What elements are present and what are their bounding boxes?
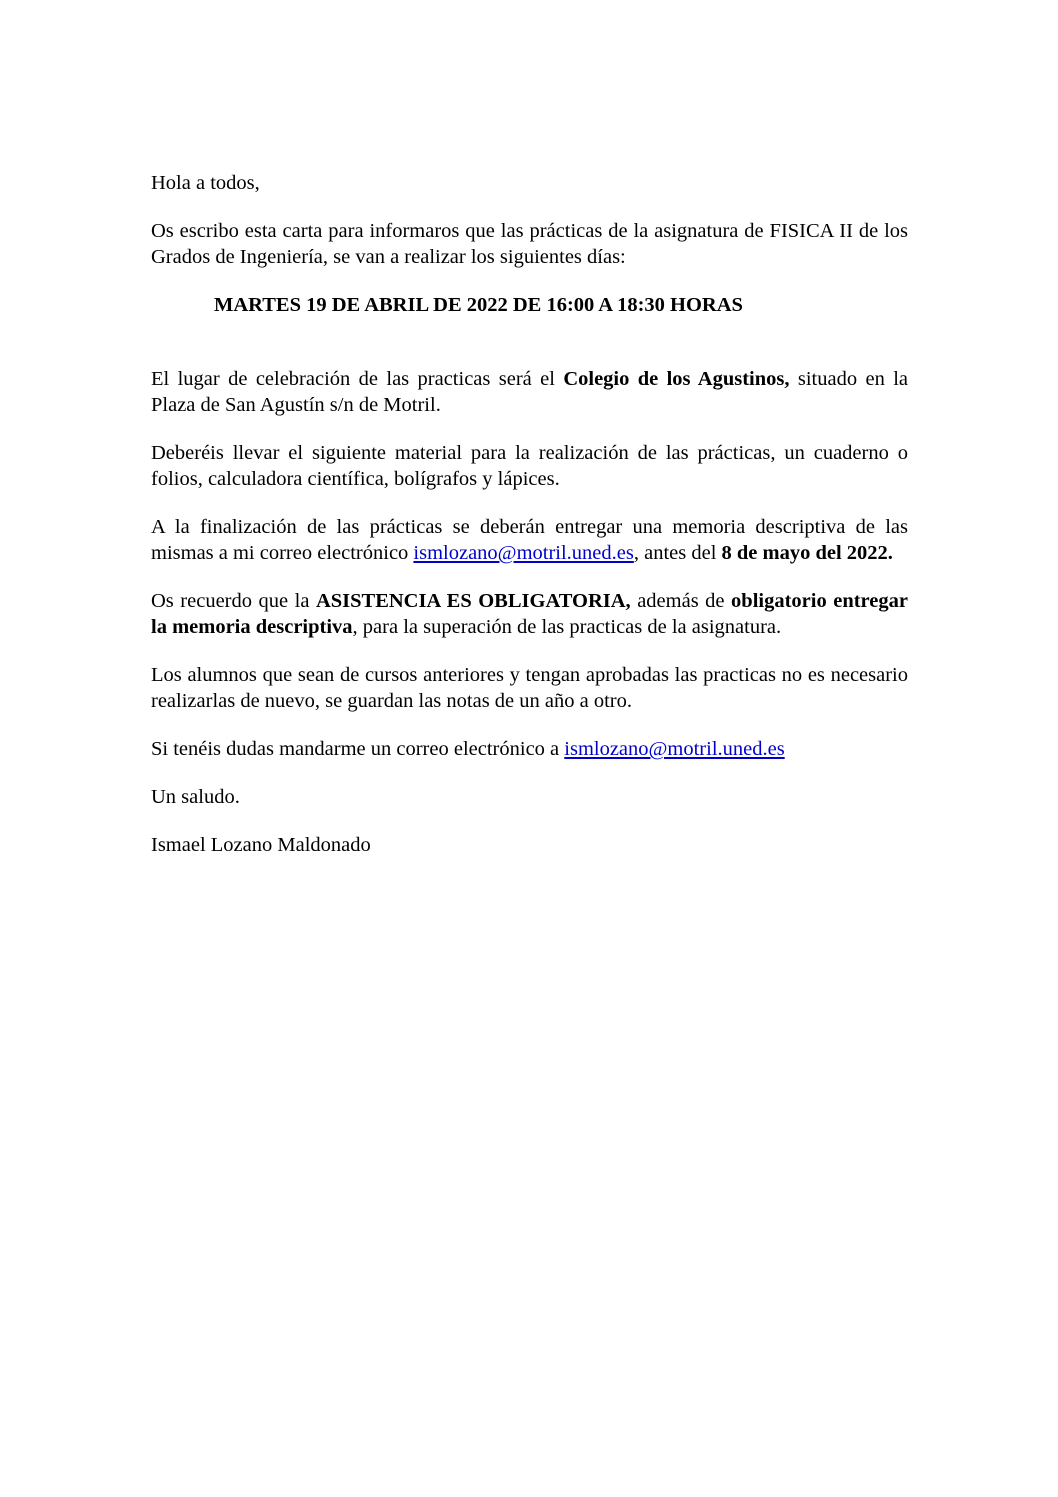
attendance-mandatory: ASISTENCIA ES OBLIGATORIA, [315, 590, 631, 612]
report-mandatory: obligatorio entregar la memoria descriptiva [151, 590, 908, 638]
doubts-paragraph [151, 736, 908, 762]
report-deadline: 8 de mayo del 2022. [721, 542, 893, 564]
closing: Un saludo. [151, 786, 240, 808]
intro-paragraph: Os escribo esta carta para informaros que las prácticas de la asignatura de FISICA II de los Grados de Ingeniería, se van a realizar los siguientes días: [151, 220, 908, 268]
doubts-email-link[interactable]: ismlozano@motril.uned.es [564, 738, 785, 760]
location-paragraph [151, 366, 908, 418]
location-text-pre: El lugar de celebración de las practicas será el [151, 368, 564, 390]
attendance-text-pre: Os recuerdo que la [151, 590, 316, 612]
letter-body [151, 170, 908, 880]
attendance-paragraph [151, 588, 908, 640]
location-text-post: situado en la Plaza de San Agustín s/n de Motril. [151, 368, 908, 416]
report-text-pre: A la finalización de las prácticas se deberán entregar una memoria descriptiva de las mismas a mi correo electrónico [151, 516, 908, 564]
attendance-text-mid: además de [630, 590, 732, 612]
report-email-link[interactable]: ismlozano@motril.uned.es [413, 542, 634, 564]
previous-students-paragraph: Los alumnos que sean de cursos anteriores y tengan aprobadas las practicas no es necesario realizarlas de nuevo, se guardan las notas de un año a otro. [151, 664, 908, 712]
doubts-text: Si tenéis dudas mandarme un correo electrónico a [151, 738, 565, 760]
report-paragraph [151, 514, 908, 566]
schedule-heading: MARTES 19 DE ABRIL DE 2022 DE 16:00 A 18:30 HORAS [214, 294, 743, 316]
materials-paragraph: Deberéis llevar el siguiente material para la realización de las prácticas, un cuaderno o folios, calculadora científica, bolígrafos y lápices. [151, 442, 908, 490]
venue-name: Colegio de los Agustinos, [563, 368, 790, 390]
greeting: Hola a todos, [151, 172, 260, 194]
report-text-mid: , antes del [633, 542, 722, 564]
signature: Ismael Lozano Maldonado [151, 834, 371, 856]
attendance-text-post: , para la superación de las practicas de la asignatura. [352, 616, 782, 638]
